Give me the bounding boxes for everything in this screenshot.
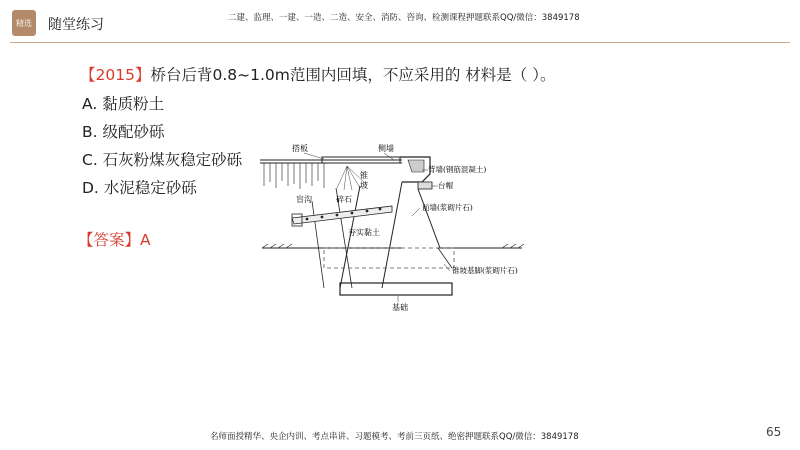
abutment-cap xyxy=(418,182,432,189)
label-gravel: 碎石 xyxy=(336,195,352,204)
road-surface xyxy=(260,160,402,189)
option-c: C. 石灰粉煤灰稳定砂砾 xyxy=(82,151,243,169)
back-wall xyxy=(400,157,430,182)
abutment-diagram xyxy=(252,126,542,326)
question-year-tag: 【2015】 xyxy=(80,66,151,84)
label-cone-footing: 锥坡基脚(浆砌片石) xyxy=(452,266,518,275)
label-compacted-clay: 夯实黏土 xyxy=(348,228,380,237)
label-side-wall: 侧墙 xyxy=(378,144,394,153)
question-text: 桥台后背0.8~1.0m范围内回填，不应采用的 材料是（ ）。 xyxy=(150,66,556,84)
answer-line xyxy=(78,228,151,250)
header-divider xyxy=(10,42,790,43)
option-d: D. 水泥稳定砂砾 xyxy=(82,179,197,197)
answer-tag: 【答案】 xyxy=(78,231,141,249)
label-cap: 台帽 xyxy=(438,181,453,190)
label-front-wall: 前墙(浆砌片石) xyxy=(422,203,473,212)
label-slab: 搭板 xyxy=(292,144,308,153)
option-b: B. 级配砂砾 xyxy=(82,123,165,141)
section-title: 随堂练习 xyxy=(48,17,104,33)
page-number: 65 xyxy=(766,425,782,439)
gravel-layer xyxy=(292,206,392,224)
footer-contact-note: 名师面授精华、央企内训、考点串讲、习题模考、考前三页纸、绝密押题联系QQ/微信：3849178 xyxy=(210,432,579,442)
header-contact-note: 二建、监理、一建、一造、二造、安全、消防、咨询、检测课程押题联系QQ/微信：3849178 xyxy=(228,13,580,23)
natural-ground xyxy=(262,244,524,248)
label-blind-ditch: 盲沟 xyxy=(296,195,312,204)
question-stem xyxy=(80,63,555,85)
label-foundation: 基础 xyxy=(392,303,408,312)
label-back-wall: 背墙(钢筋混凝土) xyxy=(428,165,487,174)
foundation xyxy=(340,283,452,295)
answer-value: A xyxy=(140,231,151,249)
option-a: A. 黏质粉土 xyxy=(82,95,165,113)
brand-logo: 精选 xyxy=(12,10,36,36)
label-slope: 锥坡 xyxy=(360,171,368,190)
